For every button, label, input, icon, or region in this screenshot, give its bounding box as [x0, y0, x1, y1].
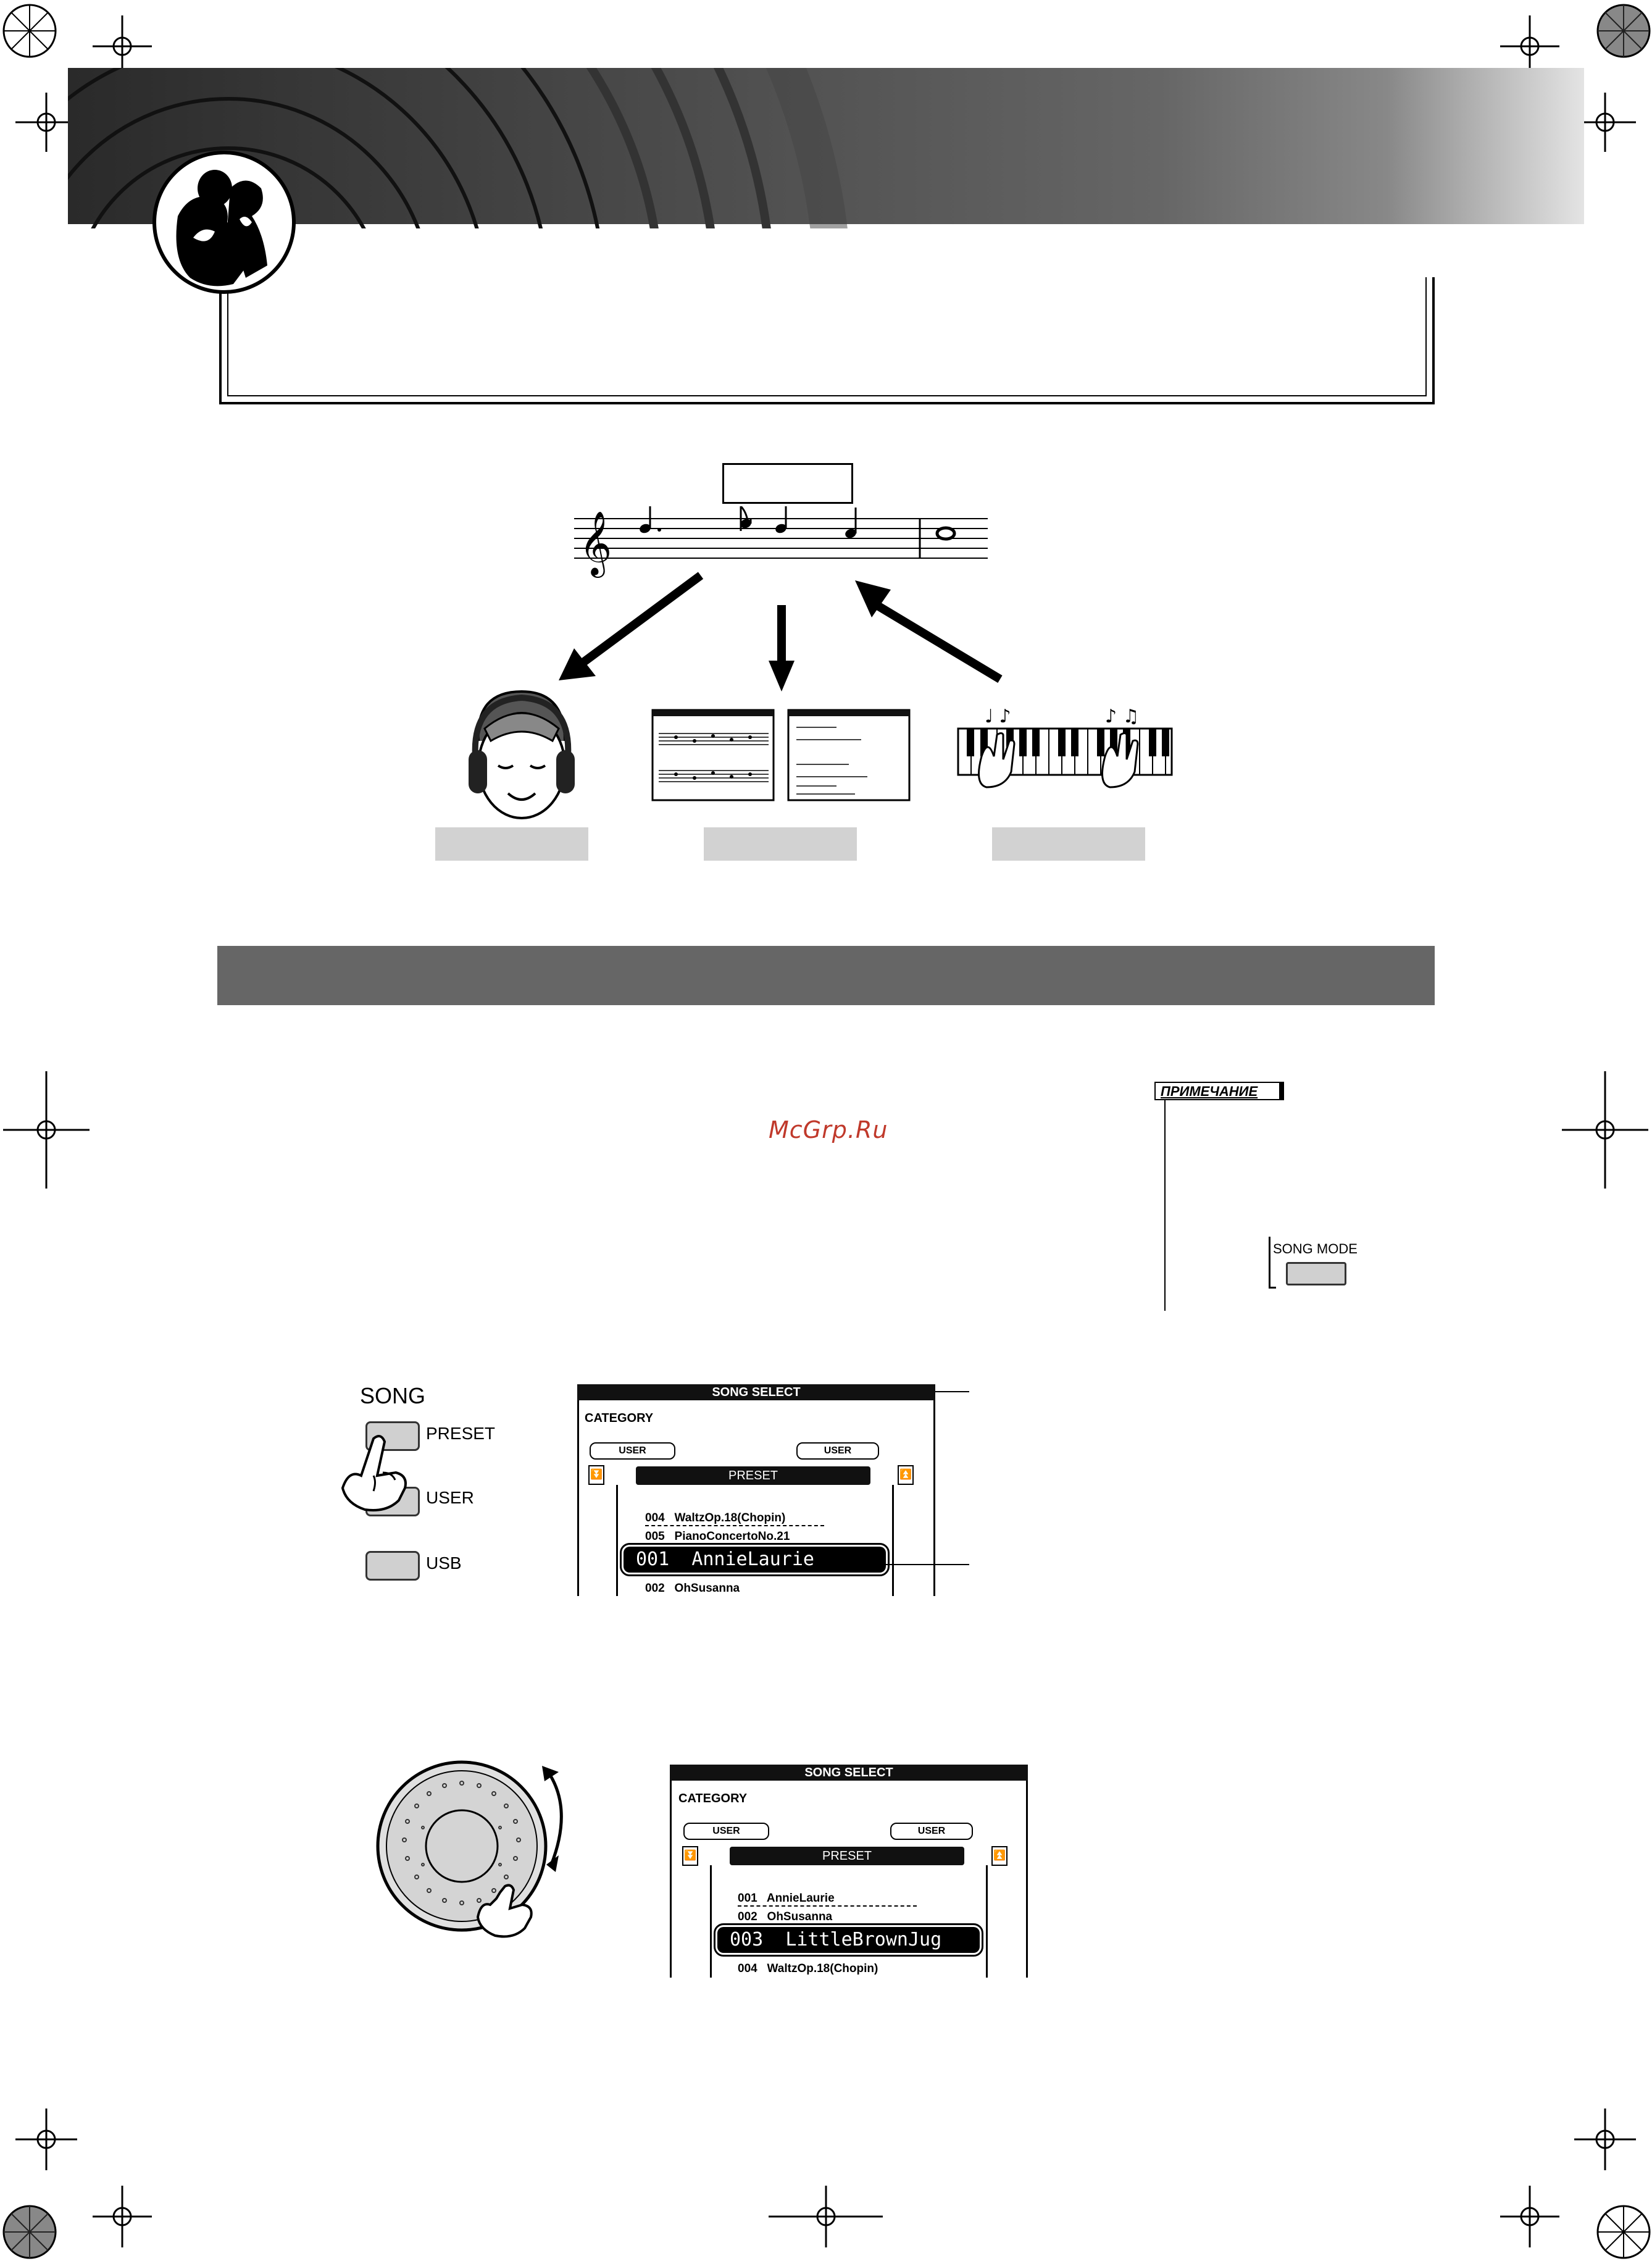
usb-button[interactable] [365, 1551, 420, 1581]
lcd1-list-right-rule [892, 1485, 894, 1596]
lcd2-tab-right[interactable]: USER [890, 1823, 973, 1840]
lcd2-scroll-up-icon[interactable]: ⏫ [991, 1846, 1007, 1866]
lcd1-tab-right[interactable]: USER [796, 1442, 879, 1460]
lcd-screen-2 [670, 1765, 1028, 1978]
lcd1-row-after-name: OhSusanna [674, 1582, 740, 1595]
lcd1-scroll-up-icon[interactable]: ⏫ [898, 1465, 914, 1485]
svg-text:𝄞: 𝄞 [579, 511, 612, 575]
song-mode-label: SONG MODE [1273, 1241, 1358, 1256]
song-mode-button[interactable] [1286, 1262, 1346, 1285]
score-sheets-icon [651, 709, 911, 803]
lcd2-frame-left [670, 1781, 672, 1978]
empty-label-box [722, 463, 853, 504]
lcd2-frame-right [1026, 1781, 1028, 1978]
watermark: McGrp.Ru [769, 1116, 888, 1143]
lcd2-row-2[interactable] [738, 1910, 832, 1924]
note-badge-label: ПРИМЕЧАНИЕ [1161, 1084, 1258, 1099]
lcd1-row-2[interactable] [645, 1530, 790, 1544]
lcd2-row-1-name: AnnieLaurie [766, 1892, 835, 1905]
lcd2-row-2-name: OhSusanna [767, 1910, 833, 1923]
lcd1-selected-row[interactable] [624, 1547, 886, 1573]
note-sidebar-rule [1164, 1084, 1166, 1311]
lcd1-callout-bottom [877, 1564, 969, 1565]
lcd2-list-left-rule [710, 1865, 712, 1978]
lcd2-selected-num: 003 [730, 1929, 764, 1950]
section-heading-bar [217, 946, 1435, 1005]
pressing-hand-icon [336, 1432, 411, 1513]
lcd2-row-after[interactable] [738, 1962, 878, 1976]
lcd1-title: SONG SELECT [577, 1384, 935, 1400]
listening-person-icon [460, 685, 577, 827]
user-button-label: USER [426, 1488, 474, 1507]
song-mode-bracket-foot [1269, 1287, 1276, 1289]
lcd2-scroll-down-icon[interactable]: ⏬ [682, 1846, 698, 1866]
preset-button-label: PRESET [426, 1424, 496, 1443]
song-mode-bracket [1269, 1237, 1270, 1289]
lcd1-category: CATEGORY [585, 1411, 654, 1425]
lcd1-row-1-num: 004 [645, 1511, 665, 1524]
lcd1-row-2-num: 005 [645, 1530, 665, 1543]
svg-text:♪ ♫: ♪ ♫ [1105, 706, 1140, 727]
lcd1-list-left-rule [616, 1485, 618, 1596]
usb-button-label: USB [426, 1553, 462, 1573]
play-caption-bar [992, 827, 1145, 861]
lcd1-tab-left[interactable]: USER [590, 1442, 675, 1460]
lcd2-tab-left[interactable]: USER [683, 1823, 769, 1840]
lcd2-preset-bar: PRESET [730, 1847, 964, 1865]
flow-arrows [543, 568, 1012, 698]
intro-frame [216, 275, 1451, 407]
lcd2-row-2-num: 002 [738, 1910, 757, 1923]
lcd1-frame-left [577, 1400, 579, 1596]
lcd2-row-1[interactable] [738, 1892, 917, 1907]
lcd2-selected-row[interactable] [717, 1927, 980, 1953]
svg-text:♩ ♪: ♩ ♪ [985, 706, 1011, 727]
lcd2-list-right-rule [986, 1865, 988, 1978]
lcd1-row-after-num: 002 [645, 1582, 665, 1595]
score-caption-bar [704, 827, 857, 861]
lcd1-scroll-down-icon[interactable]: ⏬ [588, 1465, 604, 1485]
listen-caption-bar [435, 827, 588, 861]
note-badge [1154, 1082, 1284, 1100]
lcd2-title: SONG SELECT [670, 1765, 1028, 1781]
lcd2-category: CATEGORY [678, 1792, 748, 1805]
lcd1-callout-top [935, 1391, 969, 1392]
keyboard-hands-icon [957, 704, 1174, 803]
lcd2-row-after-num: 004 [738, 1962, 757, 1975]
lcd1-row-after[interactable] [645, 1582, 740, 1595]
lcd1-selected-num: 001 [636, 1548, 670, 1570]
lcd2-row-1-num: 001 [738, 1892, 757, 1905]
data-dial[interactable] [370, 1753, 593, 1951]
lcd1-frame-right [933, 1400, 935, 1596]
lcd1-preset-bar: PRESET [636, 1466, 870, 1485]
lcd2-selected-name: LittleBrownJug [785, 1929, 942, 1950]
lcd2-row-after-name: WaltzOp.18(Chopin) [767, 1962, 878, 1975]
lcd1-row-1-name: WaltzOp.18(Chopin) [674, 1511, 786, 1524]
lcd1-selected-name: AnnieLaurie [691, 1548, 814, 1570]
lcd1-row-2-name: PianoConcertoNo.21 [674, 1530, 790, 1543]
song-heading: SONG [360, 1383, 426, 1408]
lcd1-row-1[interactable] [645, 1511, 824, 1526]
